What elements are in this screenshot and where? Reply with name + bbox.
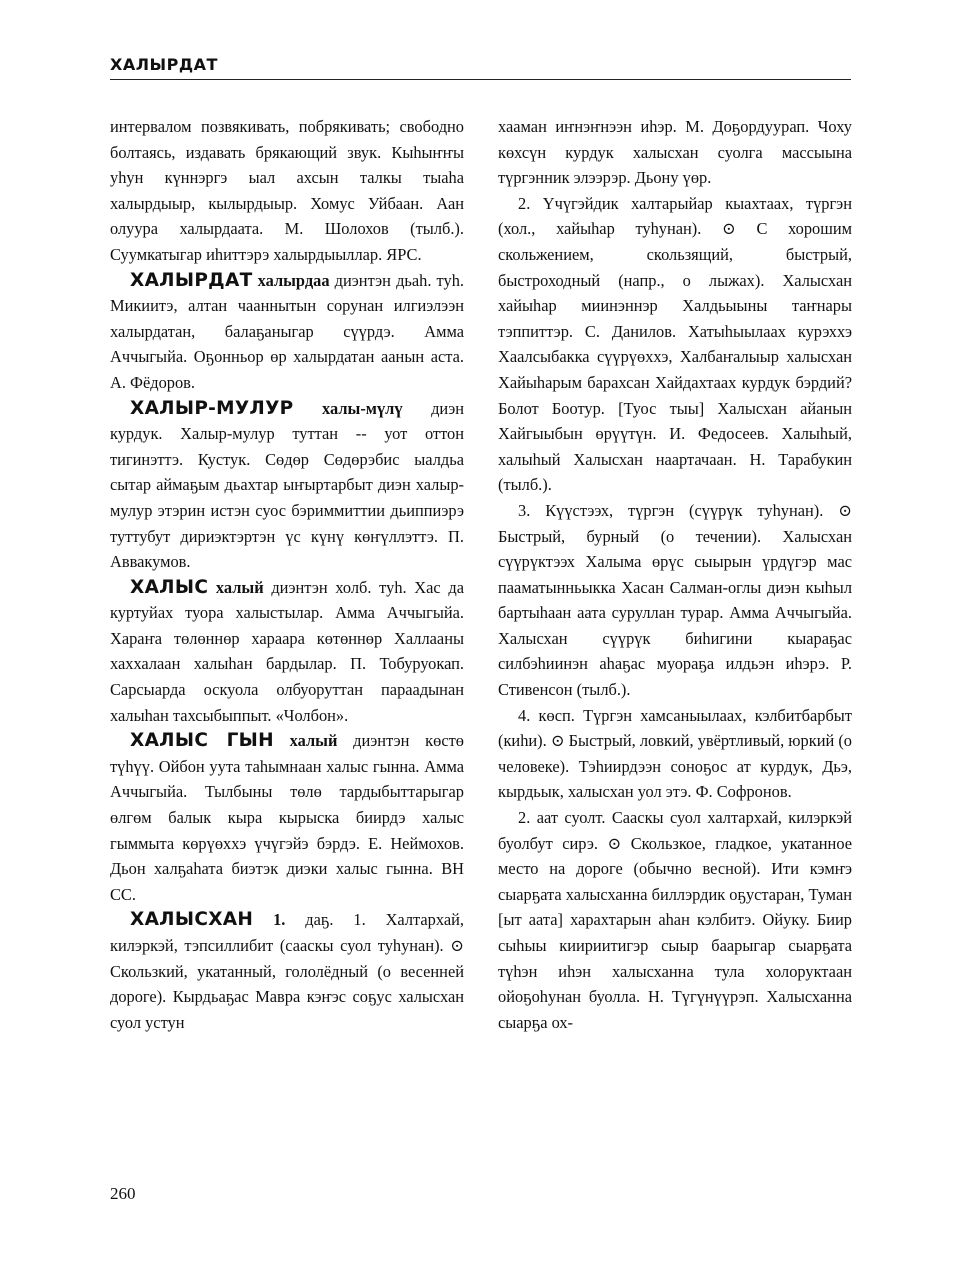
headword: ХАЛЫСХАН	[130, 909, 254, 931]
source-word: халы-мүлү	[322, 398, 403, 418]
headword: ХАЛЫС	[130, 576, 209, 598]
headword: ХАЛЫС ГЫН	[130, 730, 274, 752]
sense-4: 4. көсп. Түргэн хамсаныылаах, кэлбитбарбыт (киһи). ⊙ Быстрый, ловкий, увёртливый, юркий (о человеке). Тэһиирдээн соноҕос ат курдук, Дьэ, кырдьык, халысхан уол этэ. Ф. Софронов.	[498, 705, 853, 802]
dictionary-entry	[110, 575, 464, 729]
running-head: ХАЛЫРДАТ	[110, 55, 218, 74]
dictionary-entry	[110, 907, 464, 1035]
sense-3: 3. Күүстээх, түргэн (сүүрүк туһунан). ⊙ Быстрый, бурный (о течении). Халысхан сүүрүктээх Халыма өрүс сыырын үрдүгэр мас пааматынньыкка Хасан Салман-оглы диэн кыһыл бартыһаан аата суруллан турар. Амма Аччыгыйа. Халысхан сүүрүк биһигини кыараҕас силбэһиинэн аһаҕас муораҕа илдьэн иһэрэ. Р. Стивенсон (тылб.).	[498, 500, 852, 700]
dictionary-entry-continuation: хааман иҥнэҥнээн иһэр. М. Доҕордуурап. Чоху көхсүн курдук халысхан суолга массыына түргэнник элээрэр. Дьону үөр.	[498, 117, 852, 188]
page-header	[110, 55, 851, 80]
entry-body: даҕ. 1. Халтархай, килэркэй, тэпсиллибит (сааскы суол туһунан). ⊙ Скользкий, укатанный, гололёдный (о весенней дороге). Кырдьаҕас Мавра кэҥэс соҕус халысхан суол устун	[110, 910, 464, 1032]
dictionary-entry	[110, 268, 464, 396]
sense-noun: 2. аат суолт. Сааскы суол халтархай, килэркэй буолбут сирэ. ⊙ Скользкое, гладкое, укатанное место на дороге (обычно весной). Ити кэмҥэ сыарҕата халысханна биллэрдик оҕустаран, Туман [ыт аата] харахтарын аһан кэлбитэ. Ойуку. Биир сыһыы киириитигэр сыыр баарыгар сыарҕата түһэн иһэн халысханна тула холоруктаан ойоҕоһунан буолла. Н. Түгүнүүрэп. Халысханна сыарҕа ох-	[498, 808, 852, 1032]
dictionary-entry-continuation: интервалом позвякивать, побрякивать; свободно болтаясь, издавать брякающий звук. Кыһыҥҥы уһун күннэргэ ыал ахсын талкы тыаһа халырдыыр, кылырдыыр. Хомус Уйбаан. Аан олуура халырдаата. М. Шолохов (тылб.). Суумкатыгар иһиттэрэ халырдыыллар. ЯРС.	[110, 117, 464, 264]
dictionary-entry	[110, 396, 464, 575]
source-word: халый	[289, 731, 338, 751]
source-word: халый	[215, 577, 264, 597]
entry-body: диэнтэн көстө түһүү. Ойбон уута таһымнаан халыс гынна. Амма Аччыгыйа. Тылбыны төлө тардыбыттарыгар өлгөм балык кыра кырыска биирдэ халыс гыммыта көрүөххэ үчүгэйэ бэрдэ. Е. Неймохов. Дьон халҕаһата биэтэк диэки халыс гынна. ВН СС.	[110, 731, 464, 904]
source-word: халырдаа	[257, 270, 330, 290]
dictionary-entry	[110, 728, 464, 907]
headword: ХАЛЫРДАТ	[130, 269, 253, 291]
entry-body: диэнтэн дьаһ. туһ. Микиитэ, алтан чааннытын сорунан илгиэлээн халырдатан, балаҕаныгар сүүрдэ. Амма Аччыгыйа. Оҕонньор өр халырдатан аанын аста. А. Фёдоров.	[110, 270, 464, 392]
sense-2: 2. Үчүгэйдик халтарыйар кыахтаах, түргэн (хол., хайыһар туһунан). ⊙ С хорошим скольжением, скользящий, быстрый, быстроходный (напр., о лыжах). Халысхан хайыһар миинэннэр Халдьыыны таҥнары тэппиттэр. С. Данилов. Хатыһыылаах курэххэ Хаалсыбакка сүүрүөххэ, Халбаҥалыыр халысхан Хайыһарым барахсан Хайдахтаах курдук бэрдий? Болот Боотур. [Туос тыы] Халысхан айанын Хайгыыбын өрүүтүн. И. Федосеев. Халыһый, халыһый Халысхан наартачаан. Н. Тарабукин (тылб.).	[498, 193, 852, 495]
headword: ХАЛЫР-МУЛУР	[130, 397, 294, 419]
entry-body: диэн курдук. Халыр-мулур туттан -- уот оттон тигинэттэ. Кустук. Сөдөр Сөдөрэбис ыалдьа сытар аймаҕым дьахтар ыҥыртарбыт диэн халыр-мулур этэрин истэн суос бэриммиттии дьиппиэрэ туттубут дириэктэртэн үс күнү көҥүллэттэ. П. Аввакумов.	[110, 398, 464, 572]
page-number: 260	[110, 1184, 136, 1203]
right-column	[498, 114, 852, 1035]
left-column	[110, 114, 464, 1035]
entry-body: диэнтэн холб. туһ. Хас да куртуйах туора халыстылар. Амма Аччыгыйа. Хараҥа төлөннөр хараара көтөннөр Халлааны хаххалаан халыһан бардылар. П. Тобуруокап. Сарсыарда оскуола олбуоруттан параадынан халыһан тахсыбыппыт. «Чолбон».	[110, 577, 464, 725]
sense-number: 1.	[273, 910, 286, 930]
